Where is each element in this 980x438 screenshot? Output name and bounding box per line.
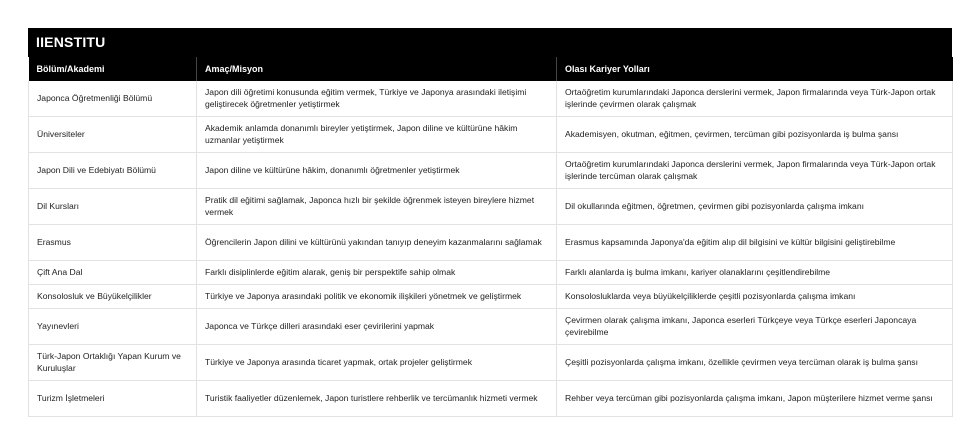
- career-table: [28, 57, 953, 417]
- table-row: [29, 261, 953, 285]
- header-mission: Amaç/Misyon: [197, 57, 557, 81]
- cell-mission: Öğrencilerin Japon dilini ve kültürünü yakından tanıyıp deneyim kazanmalarını sağlamak: [197, 225, 557, 261]
- cell-department: Turizm İşletmeleri: [29, 381, 197, 417]
- cell-department: Üniversiteler: [29, 117, 197, 153]
- table-row: [29, 285, 953, 309]
- header-careers: Olası Kariyer Yolları: [557, 57, 953, 81]
- header-row: [29, 57, 953, 81]
- cell-department: Çift Ana Dal: [29, 261, 197, 285]
- brand-title: IIENSTITU: [28, 28, 952, 57]
- cell-department: Yayınevleri: [29, 309, 197, 345]
- cell-department: Japon Dili ve Edebiyatı Bölümü: [29, 153, 197, 189]
- cell-careers: Çeşitli pozisyonlarda çalışma imkanı, özellikle çevirmen veya tercüman olarak iş bulma şansı: [557, 345, 953, 381]
- cell-mission: Akademik anlamda donanımlı bireyler yetiştirmek, Japon diline ve kültürüne hâkim uzmanlar yetiştirmek: [197, 117, 557, 153]
- cell-department: Erasmus: [29, 225, 197, 261]
- table-row: [29, 189, 953, 225]
- cell-department: Konsolosluk ve Büyükelçilikler: [29, 285, 197, 309]
- cell-mission: Turistik faaliyetler düzenlemek, Japon turistlere rehberlik ve tercümanlık hizmeti vermek: [197, 381, 557, 417]
- cell-mission: Japon dili öğretimi konusunda eğitim vermek, Türkiye ve Japonya arasındaki iletişimi geliştirecek öğretmenler yetiştirmek: [197, 81, 557, 117]
- table-row: [29, 345, 953, 381]
- cell-mission: Japon diline ve kültürüne hâkim, donanımlı öğretmenler yetiştirmek: [197, 153, 557, 189]
- cell-careers: Akademisyen, okutman, eğitmen, çevirmen, tercüman gibi pozisyonlarda iş bulma şansı: [557, 117, 953, 153]
- cell-careers: Çevirmen olarak çalışma imkanı, Japonca eserleri Türkçeye veya Türkçe eserleri Japoncaya çevirebilme: [557, 309, 953, 345]
- table-container: [28, 28, 952, 417]
- cell-careers: Ortaöğretim kurumlarındaki Japonca derslerini vermek, Japon firmalarında veya Türk-Japon ortak işlerinde çevirmen olarak çalışmak: [557, 81, 953, 117]
- cell-department: Dil Kursları: [29, 189, 197, 225]
- cell-careers: Ortaöğretim kurumlarındaki Japonca derslerini vermek, Japon firmalarında veya Türk-Japon ortak işlerinde tercüman olarak çalışmak: [557, 153, 953, 189]
- cell-careers: Dil okullarında eğitmen, öğretmen, çevirmen gibi pozisyonlarda çalışma imkanı: [557, 189, 953, 225]
- cell-mission: Türkiye ve Japonya arasında ticaret yapmak, ortak projeler geliştirmek: [197, 345, 557, 381]
- cell-mission: Türkiye ve Japonya arasındaki politik ve ekonomik ilişkileri yönetmek ve geliştirmek: [197, 285, 557, 309]
- table-row: [29, 381, 953, 417]
- table-row: [29, 153, 953, 189]
- table-row: [29, 81, 953, 117]
- cell-department: Japonca Öğretmenliği Bölümü: [29, 81, 197, 117]
- cell-careers: Rehber veya tercüman gibi pozisyonlarda çalışma imkanı, Japon müşterilere hizmet verme şansı: [557, 381, 953, 417]
- cell-careers: Konsolosluklarda veya büyükelçiliklerde çeşitli pozisyonlarda çalışma imkanı: [557, 285, 953, 309]
- table-row: [29, 309, 953, 345]
- table-row: [29, 117, 953, 153]
- header-department: Bölüm/Akademi: [29, 57, 197, 81]
- cell-careers: Farklı alanlarda iş bulma imkanı, kariyer olanaklarını çeşitlendirebilme: [557, 261, 953, 285]
- cell-mission: Japonca ve Türkçe dilleri arasındaki eser çevirilerini yapmak: [197, 309, 557, 345]
- cell-mission: Pratik dil eğitimi sağlamak, Japonca hızlı bir şekilde öğrenmek isteyen bireylere hizmet vermek: [197, 189, 557, 225]
- cell-mission: Farklı disiplinlerde eğitim alarak, geniş bir perspektife sahip olmak: [197, 261, 557, 285]
- cell-department: Türk-Japon Ortaklığı Yapan Kurum ve Kuruluşlar: [29, 345, 197, 381]
- table-row: [29, 225, 953, 261]
- cell-careers: Erasmus kapsamında Japonya'da eğitim alıp dil bilgisini ve kültür bilgisini geliştirebilme: [557, 225, 953, 261]
